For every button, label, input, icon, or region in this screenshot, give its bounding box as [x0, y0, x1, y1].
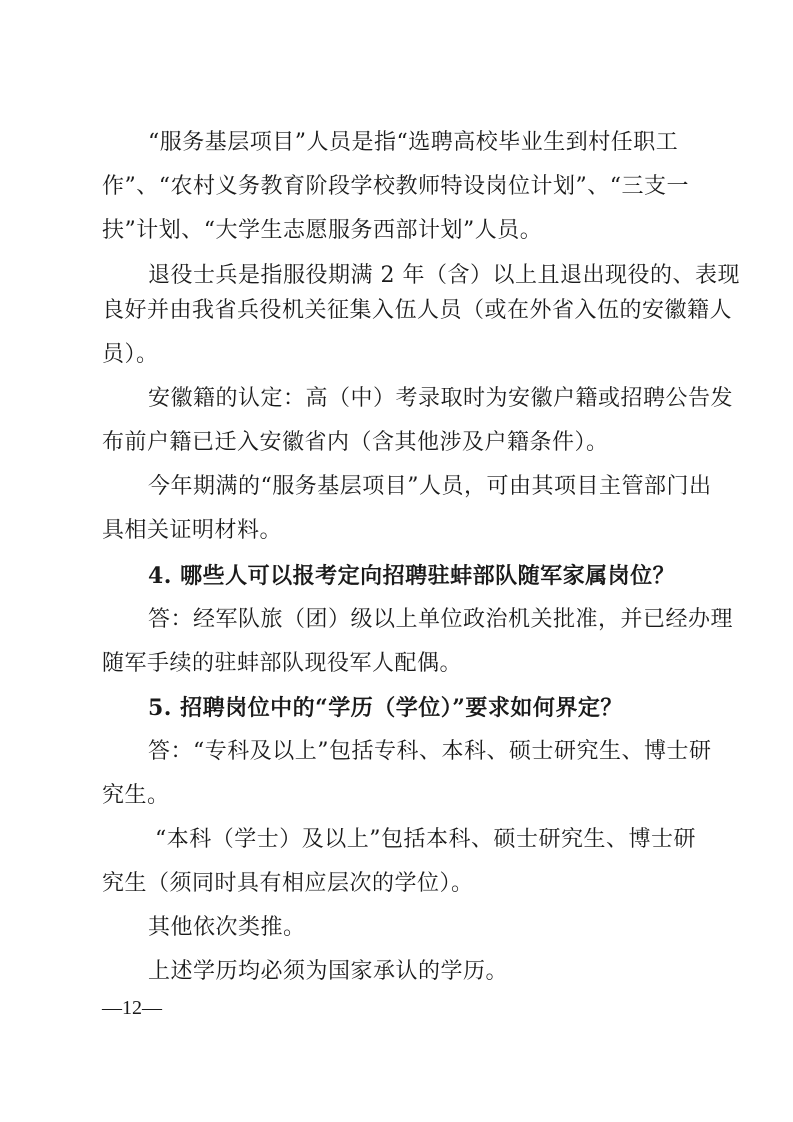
paragraph-line: 上述学历均必须为国家承认的学历。: [148, 959, 509, 984]
paragraph-line: 扶”计划、“大学生志愿服务西部计划”人员。: [102, 218, 543, 243]
paragraph-line: 布前户籍已迁入安徽省内（含其他涉及户籍条件）。: [102, 430, 609, 455]
paragraph-line: 具相关证明材料。: [102, 518, 283, 543]
paragraph-line: 安徽籍的认定：高（中）考录取时为安徽户籍或招聘公告发: [148, 386, 734, 411]
paragraph-line: 究生（须同时具有相应层次的学位）。: [102, 871, 474, 896]
answer-line: 答：“专科及以上”包括专科、本科、硕士研究生、博士研: [148, 739, 712, 764]
paragraph-line: 今年期满的“服务基层项目”人员，可由其项目主管部门出: [148, 474, 712, 499]
paragraph-line: 作”、“农村义务教育阶段学校教师特设岗位计划”、“三支一: [102, 174, 689, 199]
answer-line: 答：经军队旅（团）级以上单位政治机关批准，并已经办理: [148, 607, 734, 632]
question-heading: 4. 哪些人可以报考定向招聘驻蚌部队随军家属岗位？: [148, 563, 676, 589]
question-heading: 5. 招聘岗位中的“学历（学位）”要求如何界定？: [148, 695, 623, 721]
paragraph-line: 良好并由我省兵役机关征集入伍人员（或在外省入伍的安徽籍人: [102, 298, 733, 323]
paragraph-line: “本科（学士）及以上”包括本科、硕士研究生、博士研: [155, 827, 696, 852]
paragraph-line: 其他依次类推。: [148, 915, 306, 940]
answer-line: 随军手续的驻蚌部队现役军人配偶。: [102, 651, 463, 676]
paragraph-line: 退役士兵是指服役期满 2 年（含）以上且退出现役的、表现: [148, 263, 740, 288]
answer-line: 究生。: [102, 783, 170, 808]
page-number: —12—: [102, 997, 162, 1019]
paragraph-line: 员）。: [102, 342, 159, 367]
paragraph-line: “服务基层项目”人员是指“选聘高校毕业生到村任职工: [148, 130, 679, 155]
